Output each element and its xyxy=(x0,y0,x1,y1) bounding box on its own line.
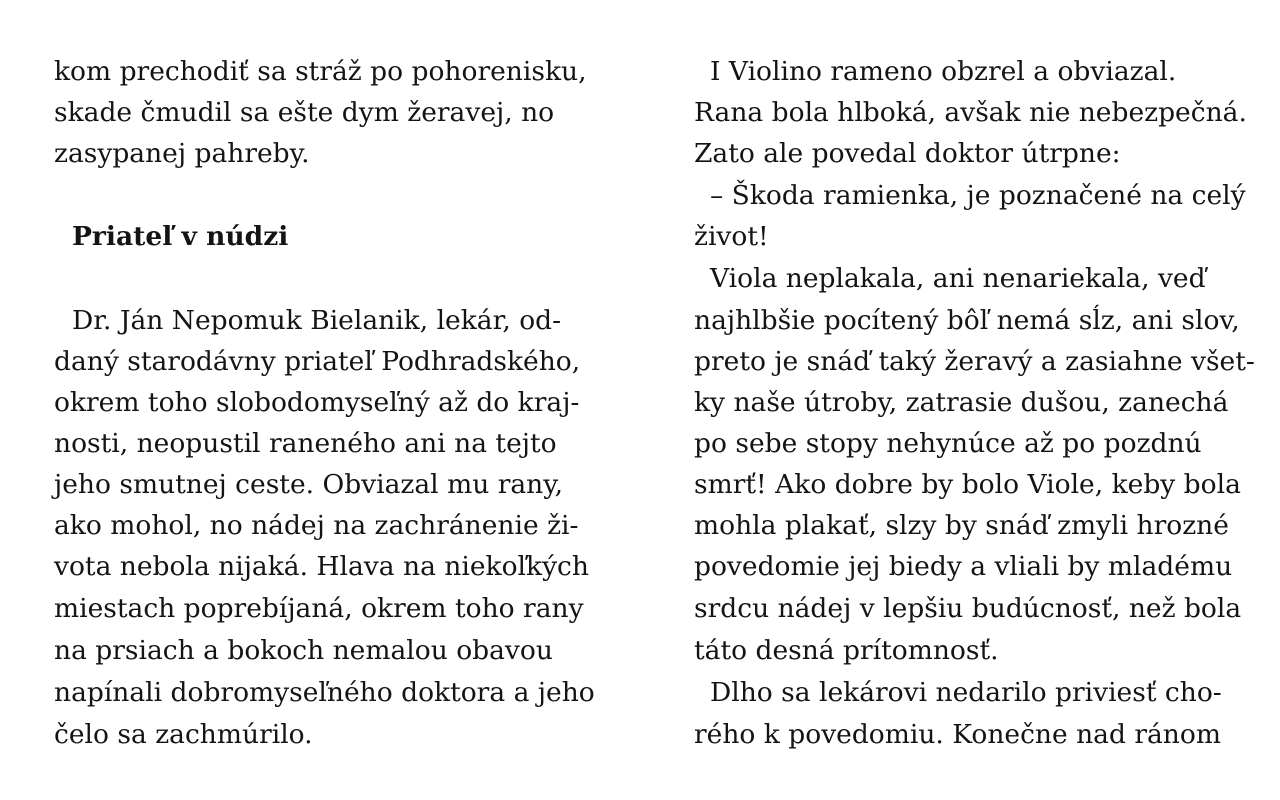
text-line: Dr. Ján Nepomuk Bielanik, lekár, od- xyxy=(72,305,562,336)
text-line: Rana bola hlboká, avšak nie nebezpečná. xyxy=(694,97,1247,128)
text-line: – Škoda ramienka, je poznačené na celý xyxy=(710,180,1246,211)
text-line: jeho smutnej ceste. Obviazal mu rany, xyxy=(54,469,564,500)
text-line: na prsiach a bokoch nemalou obavou xyxy=(54,635,553,666)
text-line: táto desná prítomnosť. xyxy=(694,635,999,666)
text-line: I Violino rameno obzrel a obviazal. xyxy=(710,56,1177,87)
text-line: život! xyxy=(694,221,769,252)
text-line: kom prechodiť sa stráž po pohorenisku, xyxy=(54,56,587,87)
text-line: Viola neplakala, ani nenariekala, veď xyxy=(710,263,1206,294)
text-line: vota nebola nijaká. Hlava na niekoľkých xyxy=(54,551,589,582)
text-line: mohla plakať, slzy by snáď zmyli hrozné xyxy=(694,510,1229,541)
right-page xyxy=(694,0,1254,800)
text-line: najhlbšie pocítený bôľ nemá sĺz, ani slov, xyxy=(694,305,1240,336)
text-line: daný starodávny priateľ Podhradského, xyxy=(54,346,581,377)
text-line: napínali dobromyseľného doktora a jeho xyxy=(54,677,595,708)
text-line: rého k povedomiu. Konečne nad ránom xyxy=(694,719,1221,750)
text-line: Zato ale povedal doktor útrpne: xyxy=(694,138,1121,169)
text-line: zasypanej pahreby. xyxy=(54,138,310,169)
text-line: okrem toho slobodomyseľný až do kraj- xyxy=(54,387,580,418)
left-page xyxy=(54,0,614,800)
chapter-heading: Priateľ v núdzi xyxy=(72,221,289,252)
text-line: ky naše útroby, zatrasie dušou, zanechá xyxy=(694,387,1229,418)
text-line: povedomie jej biedy a vliali by mladému xyxy=(694,551,1233,582)
text-line: miestach poprebíjaná, okrem toho rany xyxy=(54,593,584,624)
text-line: ako mohol, no nádej na zachránenie ži- xyxy=(54,510,579,541)
text-line: skade čmudil sa ešte dym žeravej, no xyxy=(54,97,555,128)
text-line: po sebe stopy nehynúce až po pozdnú xyxy=(694,428,1202,459)
text-line: Dlho sa lekárovi nedarilo priviesť cho- xyxy=(710,677,1222,708)
text-line: čelo sa zachmúrilo. xyxy=(54,719,313,750)
text-line: srdcu nádej v lepšiu budúcnosť, než bola xyxy=(694,593,1242,624)
text-line: preto je snáď taký žeravý a zasiahne všet- xyxy=(694,346,1255,377)
text-line: nosti, neopustil raneného ani na tejto xyxy=(54,428,557,459)
text-line: smrť! Ako dobre by bolo Viole, keby bola xyxy=(694,469,1241,500)
